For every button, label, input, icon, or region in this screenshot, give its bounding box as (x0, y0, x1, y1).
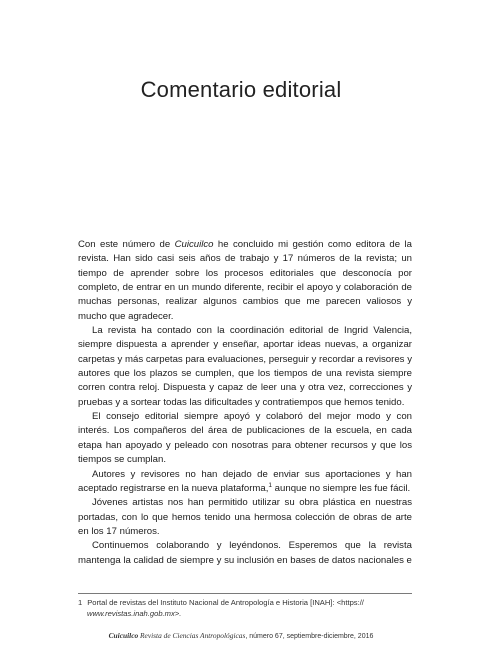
paragraph-4 (78, 468, 412, 497)
paragraph-2: La revista ha contado con la coordinación editorial de Ingrid Valencia, siempre dispuesta a aprender y enseñar, aportar ideas nuevas, a organizar carpetas y más carpetas para evaluaciones, perseguir y recordar a revisores y autores que los plazos se cumplen, que los tiempos de una revista siempre corren contra reloj. Dispuesta y capaz de leer una y otra vez, correcciones y pruebas y a sortear todas las dificultades y contratiempos que hemos tenido. (78, 325, 412, 408)
page-title: Comentario editorial (140, 77, 342, 102)
paragraph-1-text-start: Con este número de (78, 239, 175, 250)
paragraph-4-text-start: Autores y revisores no han dejado de enviar sus aportaciones y han aceptado registrarse en la nueva plataforma, (78, 468, 412, 494)
paragraph-1 (78, 238, 412, 324)
paragraph-1-text-end: he concluido mi gestión como editora de la revista. Han sido casi seis años de trabajo y 17 números de la revista; un tiempo de aprender sobre los procesos editoriales que desconocía por completo, de entrar en un mundo diferente, recibir el apoyo y colaboración de muchas personas, realizar algunos cambios que me parecen valiosos y mucho que agradecer. (78, 239, 412, 322)
paragraph-3: El consejo editorial siempre apoyó y colaboró del mejor modo y con interés. Los compañeros del área de publicaciones de la escuela, en cada etapa han apoyado y peleado con nosotras para obtener recursos y que los tiempos se cumplan. (78, 411, 412, 466)
journal-name-emphasis: Cuicuilco (174, 239, 214, 250)
footer-journal-subtitle: Revista de Ciencias Antropológicas (140, 631, 246, 640)
footnote (78, 598, 412, 619)
footnote-divider (78, 593, 412, 594)
article-body (78, 238, 412, 568)
footnote-number: 1 (78, 598, 83, 607)
paragraph-6: Continuemos colaborando y leyéndonos. Esperemos que la revista mantenga la calidad de siempre y su inclusión en bases de datos nacionales e (78, 540, 412, 566)
footer-issue-info: número 67, septiembre-diciembre, 2016 (249, 633, 374, 640)
footnote-reference[interactable]: 1 (268, 481, 273, 489)
paragraph-5: Jóvenes artistas nos han permitido utilizar su obra plástica en nuestras portadas, con lo que hemos tenido una hermosa colección de obras de arte en los 17 números. (78, 497, 412, 537)
paragraph-4-text-end: aunque no siempre les fue fácil. (272, 482, 411, 494)
footer-journal-name: Cuicuilco (108, 631, 139, 640)
footnote-text: Portal de revistas del Instituto Nacional de Antropología e Historia [INAH]: <https:// (87, 598, 364, 607)
running-footer: Cuicuilco Revista de Ciencias Antropológicas, número 67, septiembre-diciembre, 2016 (108, 631, 374, 640)
footnote-url[interactable]: www.revistas.inah.gob.mx>. (87, 608, 182, 618)
